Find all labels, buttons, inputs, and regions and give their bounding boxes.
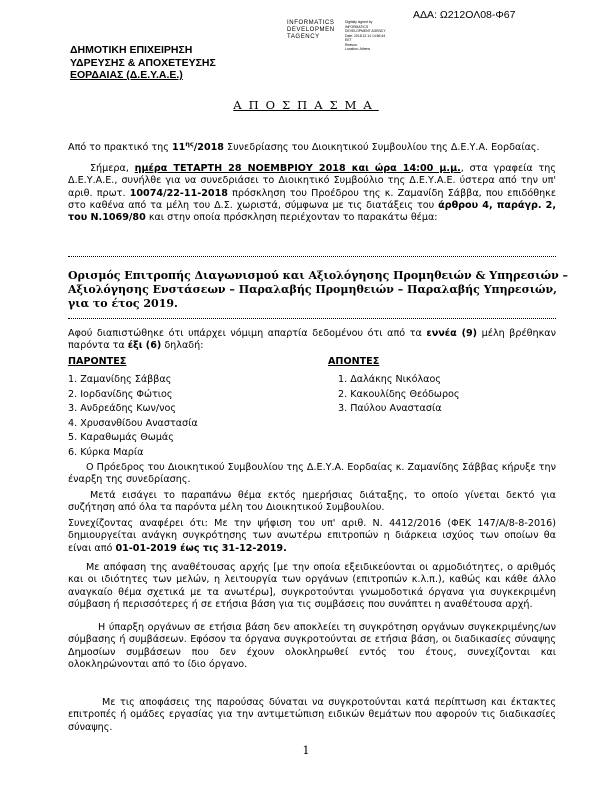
session-number (172, 142, 224, 153)
validity-period: 01-01-2019 έως τις 31-12-2019. (115, 542, 287, 554)
intro-text: Συνεδρίασης του Διοικητικού Συμβουλίου της Δ.Ε.Υ.Α. Εορδαίας. (224, 142, 540, 154)
quorum-paragraph (68, 328, 556, 353)
session-number-value: 11 (171, 142, 186, 154)
extraordinary-committees-paragraph: Με τις αποφάσεις της παρούσας δύναται να συγκροτούνται κατά περίπτωση και έκτακτες επιτροπές ή ομάδες εργασίας για την αντιμετώπιση ειδικών θεμάτων που αφορούν τις διαδικασίες σύναψης. (68, 697, 556, 733)
stamp-detail-line: DEVELOPMENT AGENCY (345, 29, 386, 33)
dotted-divider (68, 256, 556, 257)
annual-bodies-paragraph: Η ύπαρξη οργάνων σε ετήσια βάση δεν αποκλείει τη συγκρότηση οργάνων συγκεκριμένης/ων σύμβασης ή συμβάσεων. Εφόσον τα όργανα συγκροτούνται σε ετήσια βάση, οι διαδικασίες σύναψης Δημοσίων συμβάσεων που δεν έχουν ολοκληρωθεί εντός του έτους, συνεχίζονται και ολοκληρώνονται από το ίδιο όργανο. (68, 622, 556, 670)
meeting-date: ημέρα ΤΕΤΑΡΤΗ 28 ΝΟΕΜΒΡΙΟΥ 2018 και ώρα 14:00 μ.μ. (134, 163, 461, 174)
subject-heading: Ορισμός Επιτροπής Διαγωνισμού και Αξιολόγησης Προμηθειών & Υπηρεσιών – Αξιολόγησης Ενστάσεων – Παραλαβής Προμηθειών – Παραλαβής Υπηρεσιών, για το έτος 2019. (68, 269, 569, 310)
digital-signature-details (345, 20, 386, 52)
meeting-text: και στην οποία πρόσκληση περιέχονταν το παρακάτω θέμα: (145, 212, 438, 224)
authority-paragraph: Με απόφαση της αναθέτουσας αρχής [με την οποία εξειδικεύονται οι αρμοδιότητες, ο αριθμός και οι ιδιότητες των μελών, η λειτουργία των οργάνων (επιτροπών κ.λ.π.), καθώς και κάθε άλλο αναγκαίο θέμα σχετικά με τα ανωτέρω], συγκροτούνται γνωμοδοτικά όργανα για συγκεκριμένη σύμβαση ή περισσότερες ή σε ετήσια βάση για τις συμβάσεις που συνάπτει η αναθέτουσα αρχή. (68, 562, 556, 610)
session-year: /2018 (193, 142, 224, 154)
stamp-detail-line: EET (345, 38, 352, 42)
present-label: ΠΑΡΟΝΤΕΣ (68, 356, 127, 367)
digital-signature-stamp (287, 20, 335, 42)
stamp-detail-line: Date: 2018.12.14 14:56:44 (345, 33, 386, 38)
intro-paragraph (68, 138, 556, 154)
org-name-line: ΥΔΡΕΥΣΗΣ & ΑΠΟΧΕΤΕΥΣΗΣ (70, 56, 216, 69)
ada-code: ΑΔΑ: Ω212ΟΛ08-Φ67 (413, 9, 516, 21)
invitation-number: 10074/22-11-2018 (129, 187, 228, 199)
dotted-divider (68, 318, 556, 319)
quorum-text: δηλαδή: (161, 340, 204, 352)
meeting-paragraph (68, 163, 556, 224)
stamp-line: TAGENCY (287, 34, 320, 41)
page-number: 1 (302, 744, 310, 757)
president-paragraph: Ο Πρόεδρος του Διοικητικού Συμβουλίου της Δ.Ε.Υ.Α. Εορδαίας κ. Ζαμανίδης Σάββας κήρυξε την έναρξη της συνεδρίασης. (68, 462, 556, 486)
meeting-text: , στα γραφεία της Δ.Ε.Υ.Α.Ε., συνήλθε για να συνεδριάσει το Διοικητικό Συμβούλιο της Δ.Ε.Υ.Α.Ε. ύστερα από την υπ' αριθ. πρωτ. (68, 163, 556, 199)
stamp-detail-line: Digitally signed by (345, 20, 373, 24)
stamp-detail-line: Reason: (345, 42, 358, 47)
law-paragraph (68, 518, 556, 555)
list-item: 2. Ιορδανίδης Φώτιος (68, 388, 173, 400)
list-item: 1. Δαλάκης Νικόλαος (338, 374, 441, 385)
list-item: 1. Ζαμανίδης Σάββας (68, 374, 172, 385)
present-count: έξι (6) (127, 340, 162, 352)
list-item: 3. Παύλου Αναστασία (338, 403, 442, 414)
list-item: 2. Κακουλίδης Θεόδωρος (338, 388, 460, 400)
ordinal-suffix: ης (185, 140, 194, 148)
meeting-text: Σήμερα, (90, 163, 135, 174)
intro-text: Από το πρακτικό της (68, 142, 172, 154)
quorum-text: μέλη βρέθηκαν παρόντα τα (68, 328, 556, 352)
stamp-detail-line: Location: Athens (345, 47, 371, 51)
absent-label: ΑΠΟΝΤΕΣ (328, 356, 380, 367)
absent-members-list (338, 373, 460, 417)
document-title: ΑΠΟΣΠΑΣΜΑ (233, 98, 379, 112)
organization-header (70, 44, 216, 82)
list-item: 6. Κύρκα Μαρία (68, 446, 144, 458)
total-members: εννέα (9) (426, 328, 478, 339)
meeting-text: πρόσκληση του Προέδρου της κ. Ζαμανίδη Σάββα, που επιδόθηκε στο καθένα από τα μέλη του Δ.Σ. χωριστά, σύμφωνα με τις διατάξεις του (68, 187, 557, 211)
org-name-line: ΕΟΡΔΑΙΑΣ (Δ.Ε.Υ.Α.Ε.) (70, 69, 183, 81)
list-item: 4. Χρυσανθίδου Αναστασία (68, 417, 198, 429)
quorum-text: Αφού διαπιστώθηκε ότι υπάρχει νόμιμη απαρτία δεδομένου ότι από τα (68, 328, 427, 339)
present-members-list (68, 373, 198, 460)
law-text: Συνεχίζοντας αναφέρει ότι: Με την ψήφιση του υπ' αριθ. Ν. 4412/2016 (ΦΕΚ 147/Α/8-8-2016) δημιουργείται ανάγκη συγκρότησης των ανωτέρω επιτροπών η διάρκεια ισχύος των οποίων θα είναι από (68, 518, 556, 554)
list-item: 3. Ανδρεάδης Κων/νος (68, 403, 176, 414)
stamp-detail-line: INFORMATICS (345, 24, 369, 29)
agenda-paragraph: Μετά εισάγει το παραπάνω θέμα εκτός ημερήσιας διάταξης, το οποίο γίνεται δεκτό για συζήτηση από όλα τα παρόντα μέλη του Διοικητικού Συμβουλίου. (68, 490, 556, 514)
stamp-line: DEVELOPMEN (287, 27, 335, 34)
stamp-line: INFORMATICS (287, 20, 335, 26)
list-item: 5. Καραθωμάς Θωμάς (68, 432, 174, 443)
law-reference: άρθρου 4, παράγρ. 2, του Ν.1069/80 (68, 199, 556, 224)
org-name-line: ΔΗΜΟΤΙΚΗ ΕΠΙΧΕΙΡΗΣΗ (70, 44, 193, 56)
